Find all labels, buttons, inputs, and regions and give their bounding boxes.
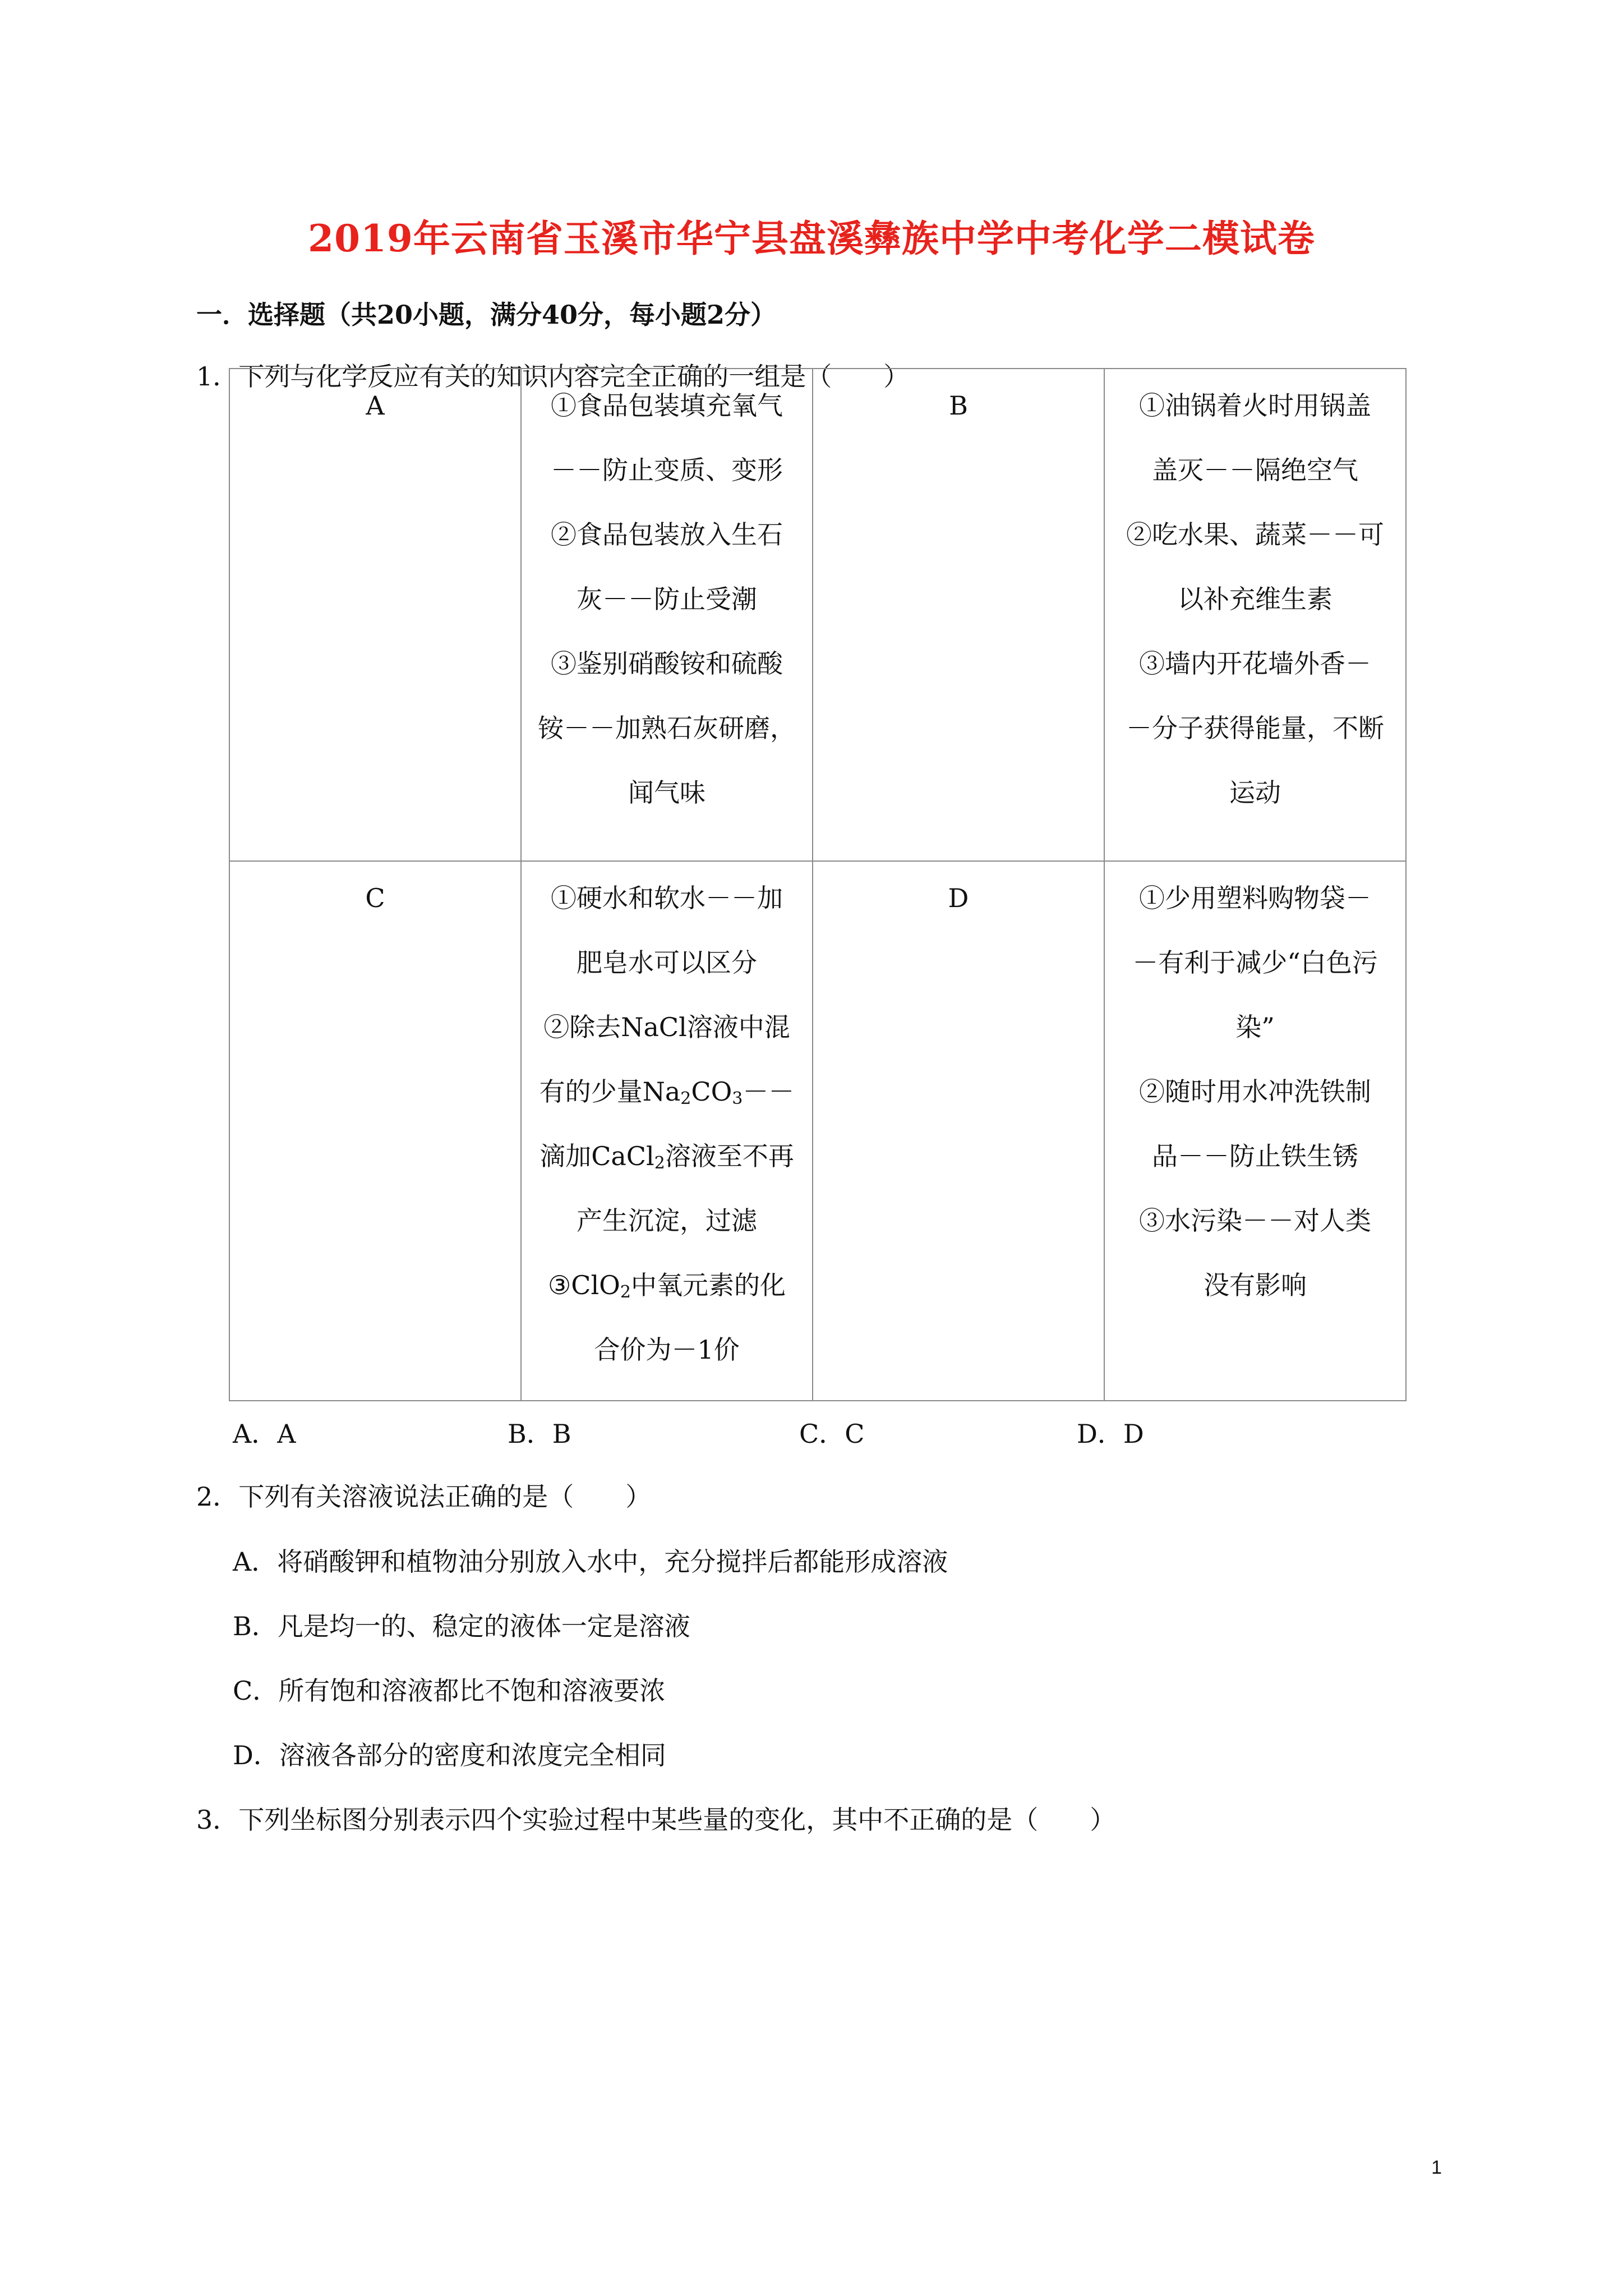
table-content-c xyxy=(521,861,813,1401)
table-label-b: B xyxy=(813,369,1104,861)
table-b-line-5: ③墙内开花墙外香－ xyxy=(1139,648,1371,679)
q2-option-c[interactable]: C．所有饱和溶液都比不饱和溶液要浓 xyxy=(233,1676,666,1706)
table-a-line-3: ②食品包装放入生石 xyxy=(551,519,783,550)
table-a-line-5: ③鉴别硝酸铵和硫酸 xyxy=(551,648,783,679)
table-c-line-7 xyxy=(522,1253,811,1318)
question-3-stem: 3．下列坐标图分别表示四个实验过程中某些量的变化，其中不正确的是（ ） xyxy=(196,1805,1116,1835)
table-b-line-2: 盖灭－－隔绝空气 xyxy=(1152,455,1358,485)
table-d-line-3: 染” xyxy=(1235,1012,1275,1042)
c4-sub1: 2 xyxy=(680,1089,691,1108)
table-a-line-2: －－防止变质、变形 xyxy=(551,455,783,485)
table-b-line-6: －分子获得能量，不断 xyxy=(1126,713,1384,743)
c5-sub: 2 xyxy=(654,1153,665,1173)
table-c-line-1: ①硬水和软水－－加 xyxy=(551,883,783,913)
question-1-stem: 1．下列与化学反应有关的知识内容完全正确的一组是（ ） xyxy=(196,361,910,392)
table-c-line-6: 产生沉淀，过滤 xyxy=(577,1205,757,1236)
table-d-line-5: 品－－防止铁生锈 xyxy=(1152,1141,1358,1171)
table-d-line-4: ②随时用水冲洗铁制 xyxy=(1139,1076,1371,1107)
q1-option-a[interactable]: A．A xyxy=(233,1419,296,1449)
c7-head: ③ClO xyxy=(548,1270,620,1300)
c4-head: 有的少量Na xyxy=(539,1076,681,1107)
c4-sub2: 3 xyxy=(732,1089,743,1108)
table-d-line-7: 没有影响 xyxy=(1204,1270,1307,1300)
q2-option-d[interactable]: D．溶液各部分的密度和浓度完全相同 xyxy=(233,1740,666,1770)
table-b-line-3: ②吃水果、蔬菜－－可 xyxy=(1126,519,1384,550)
table-c-line-4 xyxy=(522,1060,811,1124)
q1-option-c[interactable]: C．C xyxy=(799,1419,865,1449)
c4-tail: －－ xyxy=(743,1076,795,1107)
question-1-table xyxy=(229,368,1407,1401)
c5-tail: 溶液至不再 xyxy=(665,1141,794,1171)
table-b-line-4: 以补充维生素 xyxy=(1178,584,1332,614)
c7-tail: 中氧元素的化 xyxy=(630,1270,786,1300)
table-c-line-3: ②除去NaCl溶液中混 xyxy=(543,1012,790,1042)
page-number: 1 xyxy=(1431,2157,1442,2178)
table-label-d: D xyxy=(813,861,1104,1401)
table-c-line-5 xyxy=(522,1124,811,1189)
q2-option-b[interactable]: B．凡是均一的、稳定的液体一定是溶液 xyxy=(233,1611,690,1641)
table-a-line-7: 闻气味 xyxy=(628,777,706,808)
section-heading: 一．选择题（共20小题，满分40分，每小题2分） xyxy=(196,300,777,330)
c5-head: 滴加CaCl xyxy=(540,1141,654,1171)
table-d-line-1: ①少用塑料购物袋－ xyxy=(1139,883,1371,913)
question-2-stem: 2．下列有关溶液说法正确的是（ ） xyxy=(196,1481,652,1512)
table-b-line-7: 运动 xyxy=(1229,777,1281,808)
table-label-a: A xyxy=(229,369,521,861)
table-b-line-1: ①油锅着火时用锅盖 xyxy=(1139,390,1371,421)
table-label-c: C xyxy=(229,861,521,1401)
table-d-line-2: －有利于减少“白色污 xyxy=(1132,947,1378,978)
table-a-line-4: 灰－－防止受潮 xyxy=(577,584,757,614)
table-d-line-6: ③水污染－－对人类 xyxy=(1139,1205,1371,1236)
q1-option-b[interactable]: B．B xyxy=(508,1419,571,1449)
table-a-line-1: ①食品包装填充氧气 xyxy=(551,390,783,421)
table-c-line-2: 肥皂水可以区分 xyxy=(577,947,757,978)
c4-mid: CO xyxy=(691,1076,732,1107)
q1-option-d[interactable]: D．D xyxy=(1077,1419,1144,1449)
table-content-a xyxy=(521,369,813,861)
table-c-line-8: 合价为－1价 xyxy=(594,1335,740,1365)
q2-option-a[interactable]: A．将硝酸钾和植物油分别放入水中，充分搅拌后都能形成溶液 xyxy=(233,1547,948,1577)
c7-sub: 2 xyxy=(620,1282,631,1302)
table-a-line-6: 铵－－加熟石灰研磨， xyxy=(538,713,796,743)
table-content-d xyxy=(1104,861,1406,1401)
page-title: 2019年云南省玉溪市华宁县盘溪彝族中学中考化学二模试卷 xyxy=(308,217,1315,260)
table-content-b xyxy=(1104,369,1406,861)
